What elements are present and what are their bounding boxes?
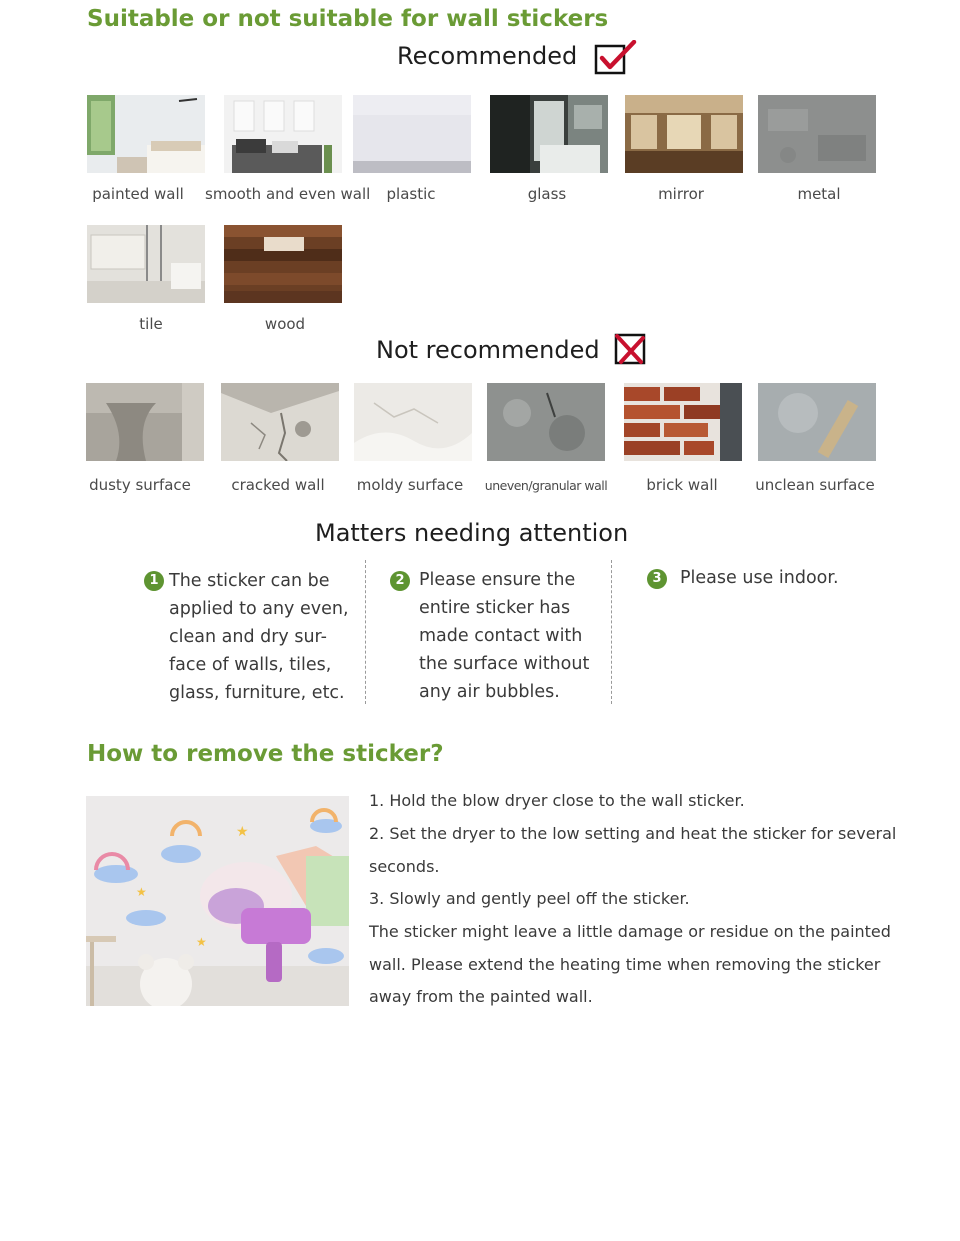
page-title: Suitable or not suitable for wall stickers bbox=[87, 6, 609, 32]
remove-line-5: The sticker might leave a little damage or residue on the painted bbox=[369, 922, 891, 941]
caption-plastic: plastic bbox=[386, 185, 436, 203]
caption-smooth-wall: smooth and even wall bbox=[205, 185, 371, 203]
caption-mirror: mirror bbox=[658, 185, 704, 203]
recommended-title: Recommended bbox=[397, 42, 578, 70]
check-box-icon bbox=[594, 40, 638, 76]
remove-line-6: wall. Please extend the heating time when removing the sticker bbox=[369, 955, 881, 974]
note-line: clean and dry sur- bbox=[169, 627, 327, 647]
caption-dusty-surface: dusty surface bbox=[89, 476, 191, 494]
caption-metal: metal bbox=[797, 185, 841, 203]
caption-brick-wall: brick wall bbox=[646, 476, 718, 494]
tile-image bbox=[87, 225, 205, 303]
note-line: Please use indoor. bbox=[680, 568, 839, 588]
svg-text:★: ★ bbox=[236, 824, 249, 840]
cross-box-icon bbox=[613, 332, 649, 368]
note-line: the surface without bbox=[419, 654, 590, 674]
not-recommended-title: Not recommended bbox=[376, 336, 600, 364]
note-1 bbox=[169, 567, 349, 707]
remove-line-4: 3. Slowly and gently peel off the sticker. bbox=[369, 889, 690, 908]
smooth-wall-image bbox=[224, 95, 342, 173]
attention-title: Matters needing attention bbox=[315, 519, 629, 547]
note-line: The sticker can be bbox=[169, 571, 330, 591]
removal-illustration bbox=[86, 796, 349, 1006]
uneven-wall-image bbox=[487, 383, 605, 461]
unclean-surface-image bbox=[758, 383, 876, 461]
svg-text:★: ★ bbox=[136, 885, 147, 899]
brick-wall-image bbox=[624, 383, 742, 461]
divider bbox=[611, 560, 612, 704]
remove-line-1: 1. Hold the blow dryer close to the wall sticker. bbox=[369, 791, 745, 810]
mirror-image bbox=[625, 95, 743, 173]
note-2 bbox=[419, 566, 589, 706]
glass-image bbox=[490, 95, 608, 173]
wood-image bbox=[224, 225, 342, 303]
note-line: any air bubbles. bbox=[419, 682, 560, 702]
moldy-surface-image bbox=[354, 383, 472, 461]
note-line: applied to any even, bbox=[169, 599, 349, 619]
painted-wall-image bbox=[87, 95, 205, 173]
caption-uneven-wall: uneven/granular wall bbox=[484, 478, 608, 493]
remove-line-3: seconds. bbox=[369, 857, 440, 876]
cracked-wall-image bbox=[221, 383, 339, 461]
caption-painted-wall: painted wall bbox=[92, 185, 184, 203]
dusty-surface-image bbox=[86, 383, 204, 461]
caption-unclean-surface: unclean surface bbox=[755, 476, 875, 494]
note-line: face of walls, tiles, bbox=[169, 655, 332, 675]
note-number-badge: 1 bbox=[144, 571, 164, 591]
note-line: glass, furniture, etc. bbox=[169, 683, 345, 703]
caption-moldy-surface: moldy surface bbox=[356, 476, 464, 494]
svg-text:★: ★ bbox=[196, 935, 207, 949]
caption-wood: wood bbox=[264, 315, 306, 333]
caption-glass: glass bbox=[527, 185, 567, 203]
caption-tile: tile bbox=[139, 315, 163, 333]
remove-line-2: 2. Set the dryer to the low setting and heat the sticker for several bbox=[369, 824, 897, 843]
remove-line-7: away from the painted wall. bbox=[369, 987, 593, 1006]
metal-image bbox=[758, 95, 876, 173]
note-3 bbox=[680, 564, 839, 592]
divider bbox=[365, 560, 366, 704]
note-line: entire sticker has bbox=[419, 598, 571, 618]
caption-cracked-wall: cracked wall bbox=[231, 476, 325, 494]
note-number-badge: 3 bbox=[647, 569, 667, 589]
plastic-image bbox=[353, 95, 471, 173]
note-line: made contact with bbox=[419, 626, 583, 646]
note-number-badge: 2 bbox=[390, 571, 410, 591]
remove-title: How to remove the sticker? bbox=[87, 741, 444, 767]
note-line: Please ensure the bbox=[419, 570, 576, 590]
